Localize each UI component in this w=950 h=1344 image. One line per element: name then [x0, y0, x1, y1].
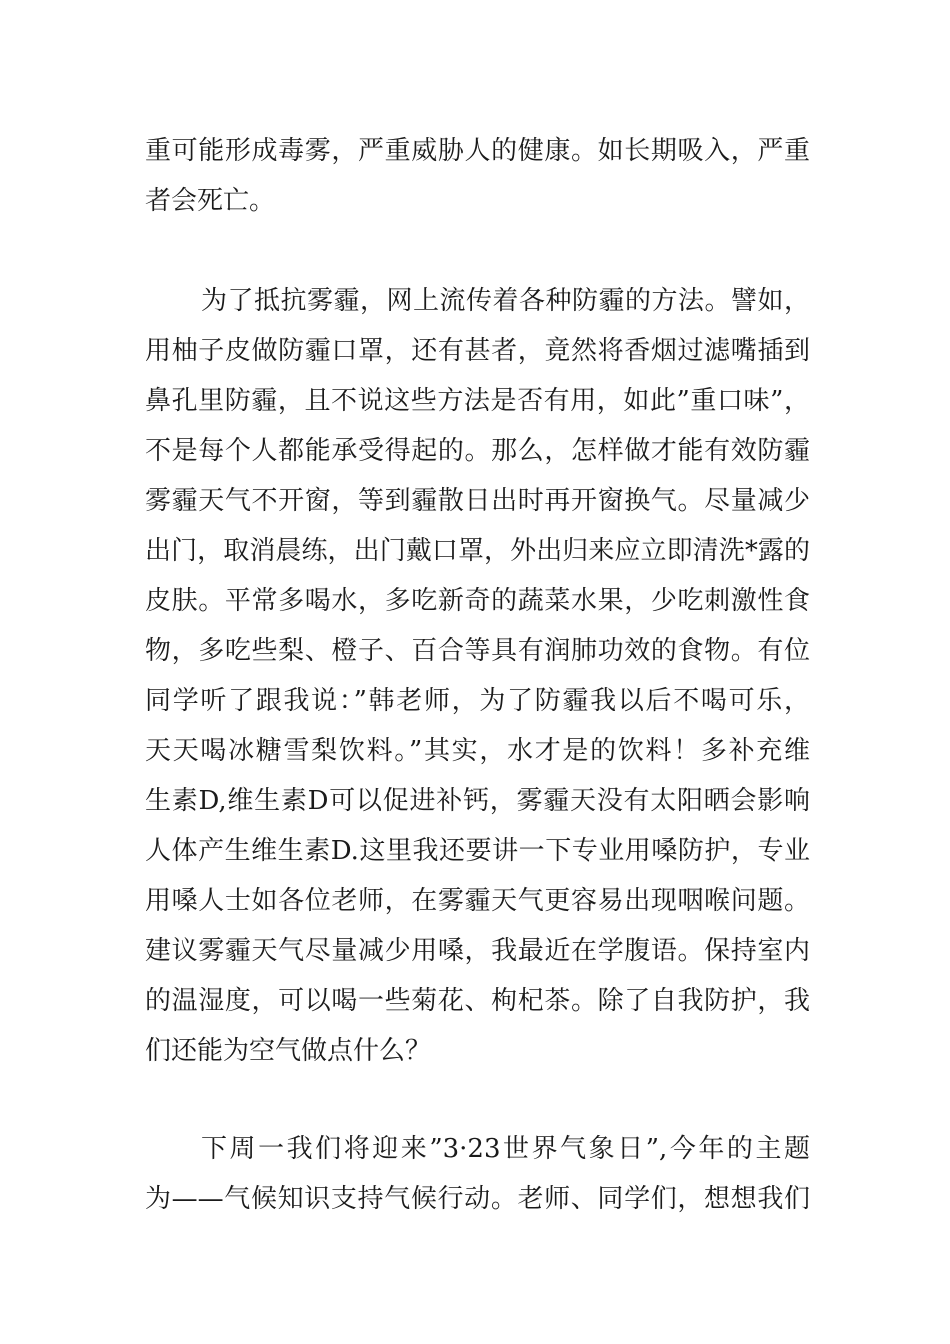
text-line: 为——气候知识支持气候行动。老师、同学们，想想我们 — [145, 1184, 810, 1214]
text-line: 用嗓人士如各位老师，在雾霾天气更容易出现咽喉问题。 — [145, 886, 810, 916]
text-line: 用柚子皮做防霾口罩，还有甚者，竟然将香烟过滤嘴插到 — [145, 336, 810, 366]
paragraph-1 — [145, 126, 810, 226]
text-line: 为了抵抗雾霾，网上流传着各种防霾的方法。譬如， — [201, 286, 810, 316]
text-line: 者会死亡。 — [145, 186, 276, 216]
text-line: 出门，取消晨练，出门戴口罩，外出归来应立即清洗*露的 — [145, 536, 810, 566]
text-line: 人体产生维生素D.这里我还要讲一下专业用嗓防护，专业 — [145, 836, 810, 866]
text-line: 物，多吃些梨、橙子、百合等具有润肺功效的食物。有位 — [145, 636, 810, 666]
text-line: 们还能为空气做点什么？ — [145, 1036, 432, 1066]
text-line: 重可能形成毒雾，严重威胁人的健康。如长期吸入，严重 — [145, 136, 810, 166]
paragraph-2 — [145, 276, 810, 1076]
text-line: 的温湿度，可以喝一些菊花、枸杞茶。除了自我防护，我 — [145, 986, 810, 1016]
text-line: 不是每个人都能承受得起的。那么，怎样做才能有效防霾 — [145, 436, 810, 466]
text-line: 下周一我们将迎来”3·23世界气象日”,今年的主题 — [201, 1134, 810, 1164]
text-line: 鼻孔里防霾，且不说这些方法是否有用，如此”重口味”， — [145, 386, 810, 416]
text-line: 雾霾天气不开窗，等到霾散日出时再开窗换气。尽量减少 — [145, 486, 810, 516]
text-line: 生素D,维生素D可以促进补钙，雾霾天没有太阳晒会影响 — [145, 786, 810, 816]
text-line: 皮肤。平常多喝水，多吃新奇的蔬菜水果，少吃刺激性食 — [145, 586, 810, 616]
paragraph-3 — [145, 1124, 810, 1224]
text-line: 建议雾霾天气尽量减少用嗓，我最近在学腹语。保持室内 — [145, 936, 810, 966]
text-line: 同学听了跟我说：”韩老师，为了防霾我以后不喝可乐， — [145, 686, 810, 716]
text-line: 天天喝冰糖雪梨饮料。”其实，水才是的饮料！多补充维 — [145, 736, 810, 766]
